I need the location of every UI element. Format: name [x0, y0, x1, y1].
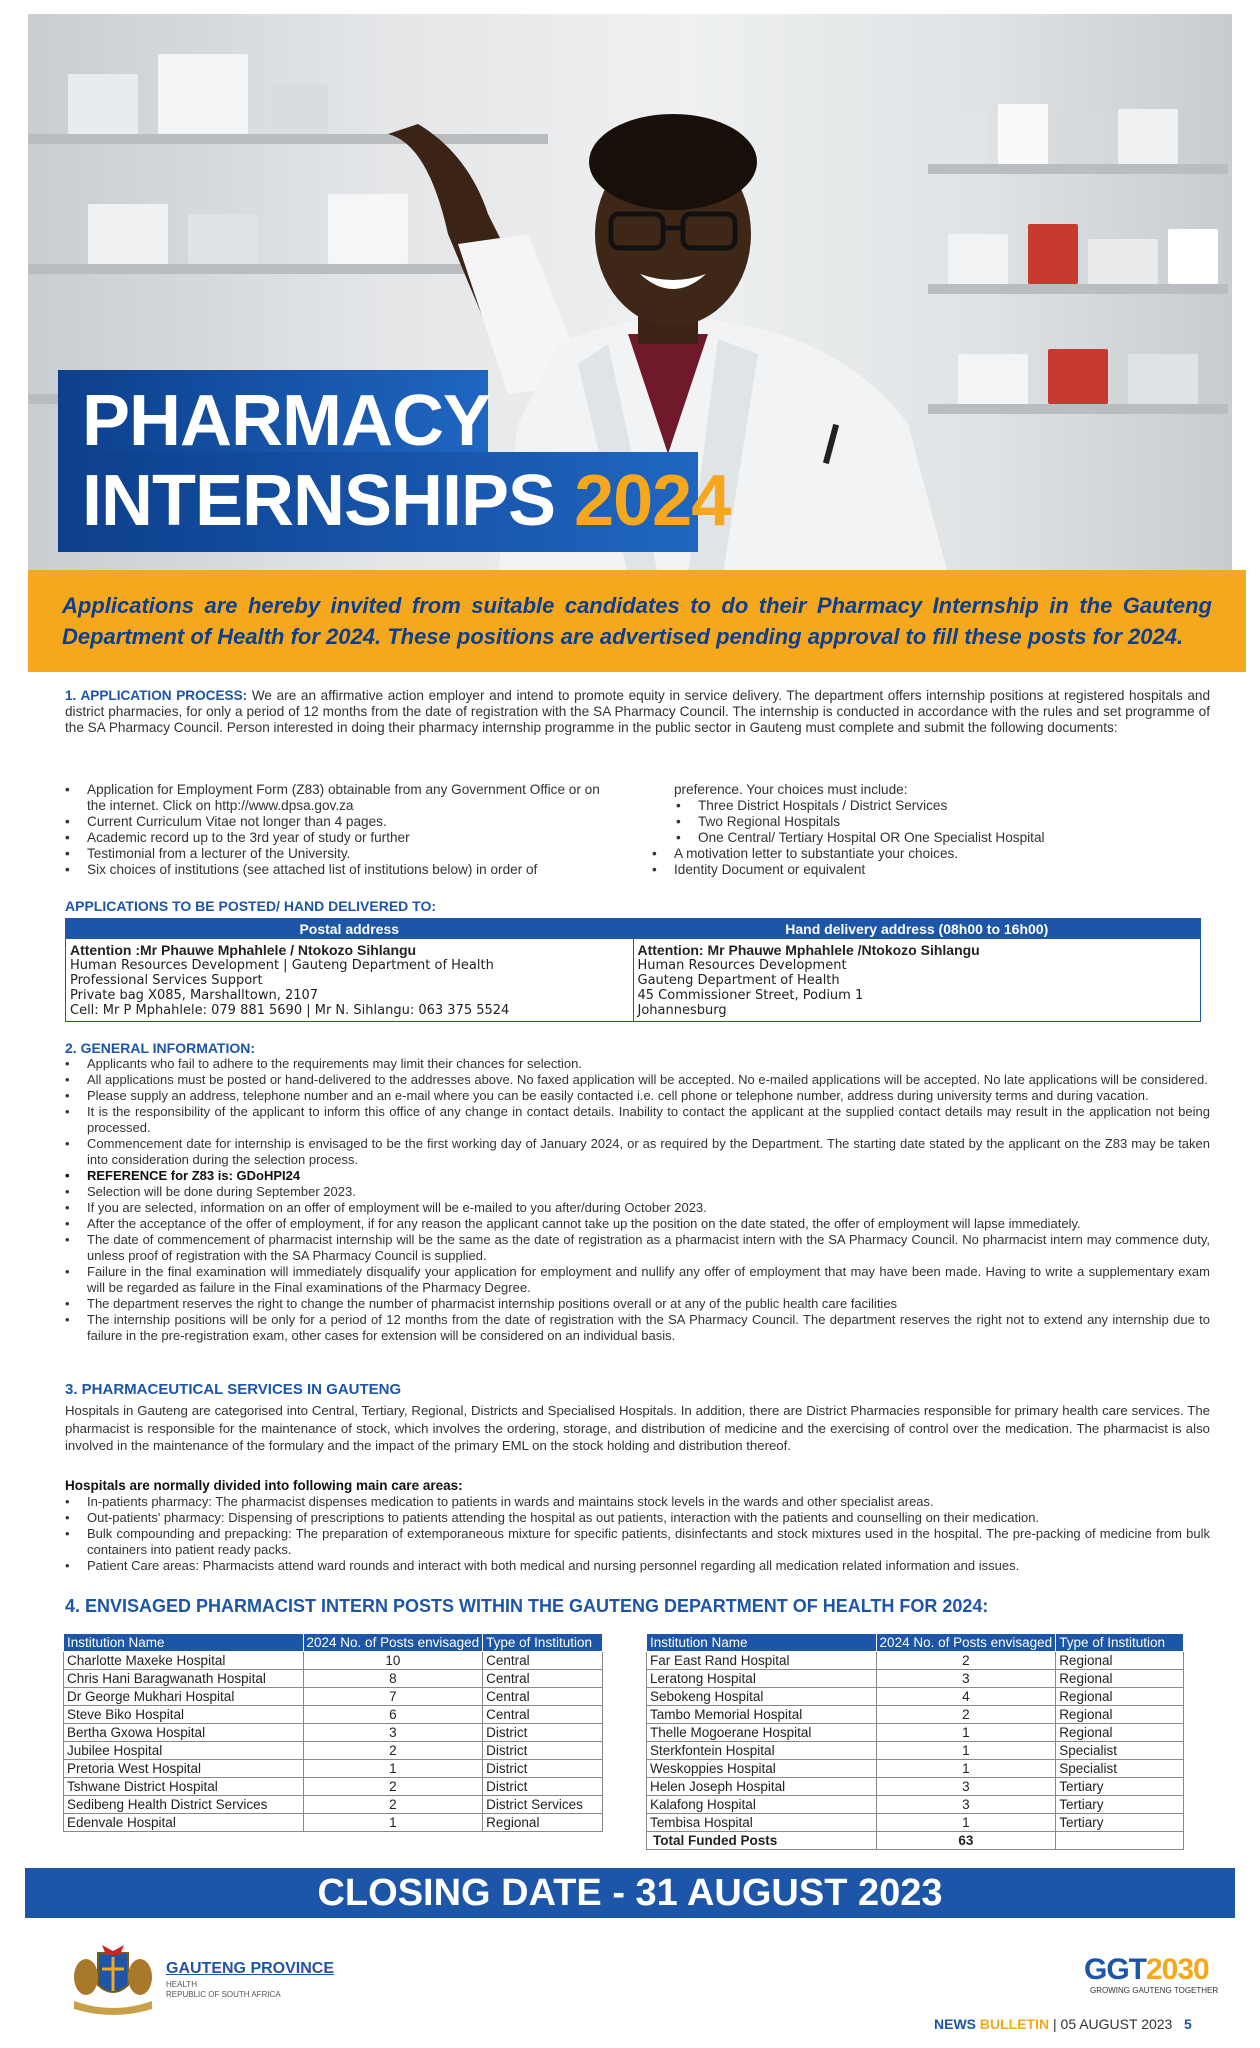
postal-attention: Attention :Mr Phauwe Mphahlele / Ntokozo Sihlangu [70, 942, 417, 958]
cell-type: Tertiary [1056, 1814, 1184, 1832]
postal-line: Human Resources Development | Gauteng Department of Health [70, 958, 494, 973]
cell-type: Central [483, 1688, 603, 1706]
hand-delivery-address [634, 919, 1201, 1021]
table-row [64, 1724, 603, 1742]
cell-posts: 3 [876, 1670, 1056, 1688]
list-item: • Application for Employment Form (Z83) obtainable from any Government Office or on the internet. Click on http://www.dpsa.gov.za [65, 782, 620, 814]
table-row [647, 1688, 1184, 1706]
cell-posts: 2 [876, 1652, 1056, 1670]
cell-name: Weskoppies Hospital [647, 1760, 877, 1778]
news-bulletin-footer [934, 2016, 1192, 2032]
cell-name: Tshwane District Hospital [64, 1778, 304, 1796]
table-row [64, 1814, 603, 1832]
list-item: • Academic record up to the 3rd year of study or further [65, 830, 620, 846]
cell-name: Tembisa Hospital [647, 1814, 877, 1832]
bulletin-word: BULLETIN [979, 2016, 1050, 2032]
cell-type: Regional [1056, 1688, 1184, 1706]
closing-date-banner: CLOSING DATE - 31 AUGUST 2023 [25, 1868, 1235, 1918]
table-row [647, 1742, 1184, 1760]
postal-line: Cell: Mr P Mphahlele: 079 881 5690 | Mr N. Sihlangu: 063 375 5524 [70, 1003, 510, 1018]
table-row [64, 1796, 603, 1814]
list-item: • Selection will be done during September 2023. [65, 1184, 1210, 1200]
province-name: GAUTENG PROVINCE [166, 1960, 335, 1977]
intern-posts-table-left [63, 1633, 603, 1832]
coat-of-arms-icon [68, 1943, 158, 2015]
table-row [64, 1706, 603, 1724]
hand-line: Johannesburg [637, 1003, 727, 1018]
care-areas-list [65, 1494, 1210, 1574]
ggt2030-logo [1084, 1953, 1209, 1987]
cell-posts: 4 [876, 1688, 1056, 1706]
cell-posts: 1 [876, 1724, 1056, 1742]
cell-name: Bertha Gxowa Hospital [64, 1724, 304, 1742]
list-item: • Applicants who fail to adhere to the requirements may limit their chances for selection. [65, 1056, 1210, 1072]
page-number: 5 [1184, 2016, 1192, 2032]
page-title-year: 2024 [574, 461, 731, 541]
hand-attention: Attention: Mr Phauwe Mphahlele /Ntokozo Sihlangu [637, 942, 980, 958]
table-row [647, 1796, 1184, 1814]
postal-header: Postal address [66, 919, 633, 939]
cell-type: District [483, 1724, 603, 1742]
cell-posts: 3 [876, 1796, 1056, 1814]
list-item: • The department reserves the right to change the number of pharmacist internship positions overall or at any of the public health care facilities [65, 1296, 1210, 1312]
cell-name: Sedibeng Health District Services [64, 1796, 304, 1814]
cell-name: Tambo Memorial Hospital [647, 1706, 877, 1724]
address-table [65, 918, 1201, 1022]
cell-posts: 6 [303, 1706, 483, 1724]
cell-name: Thelle Mogoerane Hospital [647, 1724, 877, 1742]
cell-posts: 1 [876, 1814, 1056, 1832]
list-item: • Please supply an address, telephone number and an e-mail where you can be easily contacted i.e. cell phone or telephone number, address during university terms and during vacation. [65, 1088, 1210, 1104]
documents-list-left [65, 782, 620, 878]
bulletin-date: 05 AUGUST 2023 [1060, 2016, 1173, 2032]
cell-name: Edenvale Hospital [64, 1814, 304, 1832]
province-country: REPUBLIC OF SOUTH AFRICA [166, 1990, 281, 1999]
intern-posts-table-right [646, 1633, 1184, 1850]
list-item: • Out-patients' pharmacy: Dispensing of prescriptions to patients attending the hospital as out patients, interaction with the patients and counselling on their medication. [65, 1510, 1210, 1526]
cell-type: Regional [1056, 1670, 1184, 1688]
cell-name: Jubilee Hospital [64, 1742, 304, 1760]
cell-name: Charlotte Maxeke Hospital [64, 1652, 304, 1670]
cell-type: Tertiary [1056, 1796, 1184, 1814]
col-header: 2024 No. of Posts envisaged [876, 1634, 1056, 1652]
table-row [647, 1652, 1184, 1670]
cell-type: Central [483, 1670, 603, 1688]
list-item: • A motivation letter to substantiate your choices. [652, 846, 1212, 862]
cell-type: Central [483, 1706, 603, 1724]
hand-header: Hand delivery address (08h00 to 16h00) [634, 919, 1201, 939]
cell-type: Regional [1056, 1652, 1184, 1670]
list-item: • Failure in the final examination will immediately disqualify your application for employment and nullify any offer of employment that may have been made. Having to write a supplementary exam will be regarded as failure in the Final examinations of the Pharmacy Degree. [65, 1264, 1210, 1296]
hand-line: Human Resources Development [637, 958, 847, 973]
cell-posts: 2 [876, 1706, 1056, 1724]
cell-name: Helen Joseph Hospital [647, 1778, 877, 1796]
table-row [64, 1760, 603, 1778]
province-department: HEALTH [166, 1980, 197, 1989]
bulletin-news: NEWS [934, 2016, 976, 2032]
list-item: • After the acceptance of the offer of employment, if for any reason the applicant cannot take up the position on the date stated, the offer of employment will lapse immediately. [65, 1216, 1210, 1232]
total-row [647, 1832, 1184, 1850]
cell-type: Tertiary [1056, 1778, 1184, 1796]
table-row [647, 1814, 1184, 1832]
cell-name: Dr George Mukhari Hospital [64, 1688, 304, 1706]
postal-line: Private bag X085, Marshalltown, 2107 [70, 988, 319, 1003]
list-item: • One Central/ Tertiary Hospital OR One Specialist Hospital [652, 830, 1212, 846]
ggt-year: 2030 [1146, 1953, 1209, 1986]
documents-list-right [652, 782, 1212, 878]
intro-banner [28, 570, 1246, 672]
preference-intro: preference. Your choices must include: [674, 782, 908, 797]
cell-posts: 7 [303, 1688, 483, 1706]
col-header: 2024 No. of Posts envisaged [303, 1634, 483, 1652]
cell-posts: 2 [303, 1742, 483, 1760]
table-row [64, 1778, 603, 1796]
cell-posts: 3 [876, 1778, 1056, 1796]
cell-posts: 8 [303, 1670, 483, 1688]
cell-type: District Services [483, 1796, 603, 1814]
table-row [647, 1670, 1184, 1688]
cell-posts: 1 [303, 1814, 483, 1832]
total-empty [1056, 1832, 1184, 1850]
cell-posts: 2 [303, 1796, 483, 1814]
cell-name: Far East Rand Hospital [647, 1652, 877, 1670]
cell-posts: 3 [303, 1724, 483, 1742]
cell-type: District [483, 1742, 603, 1760]
general-info-list [65, 1056, 1210, 1344]
cell-type: Specialist [1056, 1760, 1184, 1778]
list-item: • All applications must be posted or hand-delivered to the addresses above. No faxed application will be accepted. No e-mailed applications will be accepted. No late applications will be considered. [65, 1072, 1210, 1088]
table-row [647, 1778, 1184, 1796]
list-item: • Commencement date for internship is envisaged to be the first working day of January 2024, or as required by the Department. The starting date stated by the applicant on the Z83 may be taken into consideration during the selection process. [65, 1136, 1210, 1168]
col-header: Institution Name [64, 1634, 304, 1652]
postal-line: Professional Services Support [70, 973, 263, 988]
reference-item: • REFERENCE for Z83 is: GDoHPI24 [65, 1168, 1210, 1184]
section3-heading: 3. PHARMACEUTICAL SERVICES IN GAUTENG [65, 1381, 402, 1398]
list-item: • Identity Document or equivalent [652, 862, 1212, 878]
list-item: • Testimonial from a lecturer of the University. [65, 846, 620, 862]
cell-type: Regional [1056, 1706, 1184, 1724]
section-application-process [65, 688, 1210, 736]
table-row [64, 1670, 603, 1688]
cell-name: Leratong Hospital [647, 1670, 877, 1688]
list-item: • Three District Hospitals / District Services [652, 798, 1212, 814]
list-item: • Current Curriculum Vitae not longer than 4 pages. [65, 814, 620, 830]
ggt-prefix: GGT [1084, 1953, 1146, 1986]
section1-body: We are an affirmative action employer and intend to promote equity in service delivery. The department offers internship positions at registered hospitals and district pharmacies, for only a period of 12 months from the date of registration with the SA Pharmacy Council. The internship is conducted in accordance with the rules and set programme of the SA Pharmacy Council. Person interested in doing their pharmacy internship programme in the public sector in Gauteng must complete and submit the following documents: [65, 688, 1211, 735]
cell-posts: 2 [303, 1778, 483, 1796]
total-label: Total Funded Posts [647, 1832, 877, 1850]
cell-name: Kalafong Hospital [647, 1796, 877, 1814]
table-row [64, 1652, 603, 1670]
cell-posts: 1 [876, 1742, 1056, 1760]
cell-type: Central [483, 1652, 603, 1670]
cell-name: Pretoria West Hospital [64, 1760, 304, 1778]
cell-type: District [483, 1760, 603, 1778]
cell-type: Regional [1056, 1724, 1184, 1742]
ggt-tagline: GROWING GAUTENG TOGETHER [1090, 1986, 1219, 1995]
list-item: • Six choices of institutions (see attached list of institutions below) in order of [65, 862, 620, 878]
table-row [64, 1742, 603, 1760]
hand-line: 45 Commissioner Street, Podium 1 [637, 988, 864, 1003]
list-item: • It is the responsibility of the applicant to inform this office of any change in contact details. Inability to contact the applicant at the supplied contact details may result in the application not being processed. [65, 1104, 1210, 1136]
cell-type: District [483, 1778, 603, 1796]
postal-address [66, 919, 634, 1021]
page-title-line1: PHARMACY [82, 381, 491, 461]
applications-heading: APPLICATIONS TO BE POSTED/ HAND DELIVERED TO: [65, 898, 437, 914]
section4-heading: 4. ENVISAGED PHARMACIST INTERN POSTS WITHIN THE GAUTENG DEPARTMENT OF HEALTH FOR 2024: [65, 1596, 989, 1616]
list-item: • Patient Care areas: Pharmacists attend ward rounds and interact with both medical and nursing personnel regarding all medication related information and issues. [65, 1558, 1210, 1574]
list-item: • If you are selected, information on an offer of employment will be e-mailed to you after/during October 2023. [65, 1200, 1210, 1216]
page-title-line2 [82, 460, 730, 542]
section2-heading: 2. GENERAL INFORMATION: [65, 1040, 256, 1056]
hand-line: Gauteng Department of Health [637, 973, 840, 988]
table-row [64, 1688, 603, 1706]
list-item: • In-patients pharmacy: The pharmacist dispenses medication to patients in wards and maintains stock levels in the wards and other specialist areas. [65, 1494, 1210, 1510]
list-item: • Bulk compounding and prepacking: The preparation of extemporaneous mixture for specific patients, disinfectants and stock mixtures used in the hospital. The pre-packing of medicine from bulk containers into patient ready packs. [65, 1526, 1210, 1558]
col-header: Institution Name [647, 1634, 877, 1652]
intro-text: Applications are hereby invited from suitable candidates to do their Pharmacy Internship in the Gauteng Department of Health for 2024. These positions are advertised pending approval to fill these posts for 2024. [62, 593, 1212, 649]
cell-posts: 10 [303, 1652, 483, 1670]
section3-subheading: Hospitals are normally divided into following main care areas: [65, 1478, 463, 1493]
col-header: Type of Institution [483, 1634, 603, 1652]
section3-body: Hospitals in Gauteng are categorised into Central, Tertiary, Regional, Districts and Specialised Hospitals. In addition, there are District Pharmacies responsible for primary health care services. The pharmacist is responsible for the maintenance of stock, which involves the ordering, storage, and distribution of medicine and the exercising of control over the medication. The pharmacist is also involved in the maintenance of the formulary and the impact of the primary EML on the stock holding and distribution thereof. [65, 1403, 1210, 1453]
cell-posts: 1 [303, 1760, 483, 1778]
page-title-word: INTERNSHIPS [82, 461, 556, 541]
cell-type: Regional [483, 1814, 603, 1832]
cell-name: Chris Hani Baragwanath Hospital [64, 1670, 304, 1688]
section1-heading: 1. APPLICATION PROCESS: [65, 688, 248, 703]
table-row [647, 1706, 1184, 1724]
cell-posts: 1 [876, 1760, 1056, 1778]
cell-name: Sebokeng Hospital [647, 1688, 877, 1706]
bulletin-separator: | [1053, 2016, 1057, 2032]
cell-name: Steve Biko Hospital [64, 1706, 304, 1724]
cell-name: Sterkfontein Hospital [647, 1742, 877, 1760]
list-item: • The internship positions will be only for a period of 12 months from the date of registration with the SA Pharmacy Council. The department reserves the right not to extend any internship due to failure in the pre-registration exam, other cases for extension will be considered on an individual basis. [65, 1312, 1210, 1344]
list-item: • Two Regional Hospitals [652, 814, 1212, 830]
cell-type: Specialist [1056, 1742, 1184, 1760]
table-row [647, 1724, 1184, 1742]
total-value: 63 [876, 1832, 1056, 1850]
table-row [647, 1760, 1184, 1778]
col-header: Type of Institution [1056, 1634, 1184, 1652]
list-item: • The date of commencement of pharmacist internship will be the same as the date of registration as a pharmacist intern with the SA Pharmacy Council. No pharmacist intern may commence duty, unless proof of registration with the SA Pharmacy Council is supplied. [65, 1232, 1210, 1264]
